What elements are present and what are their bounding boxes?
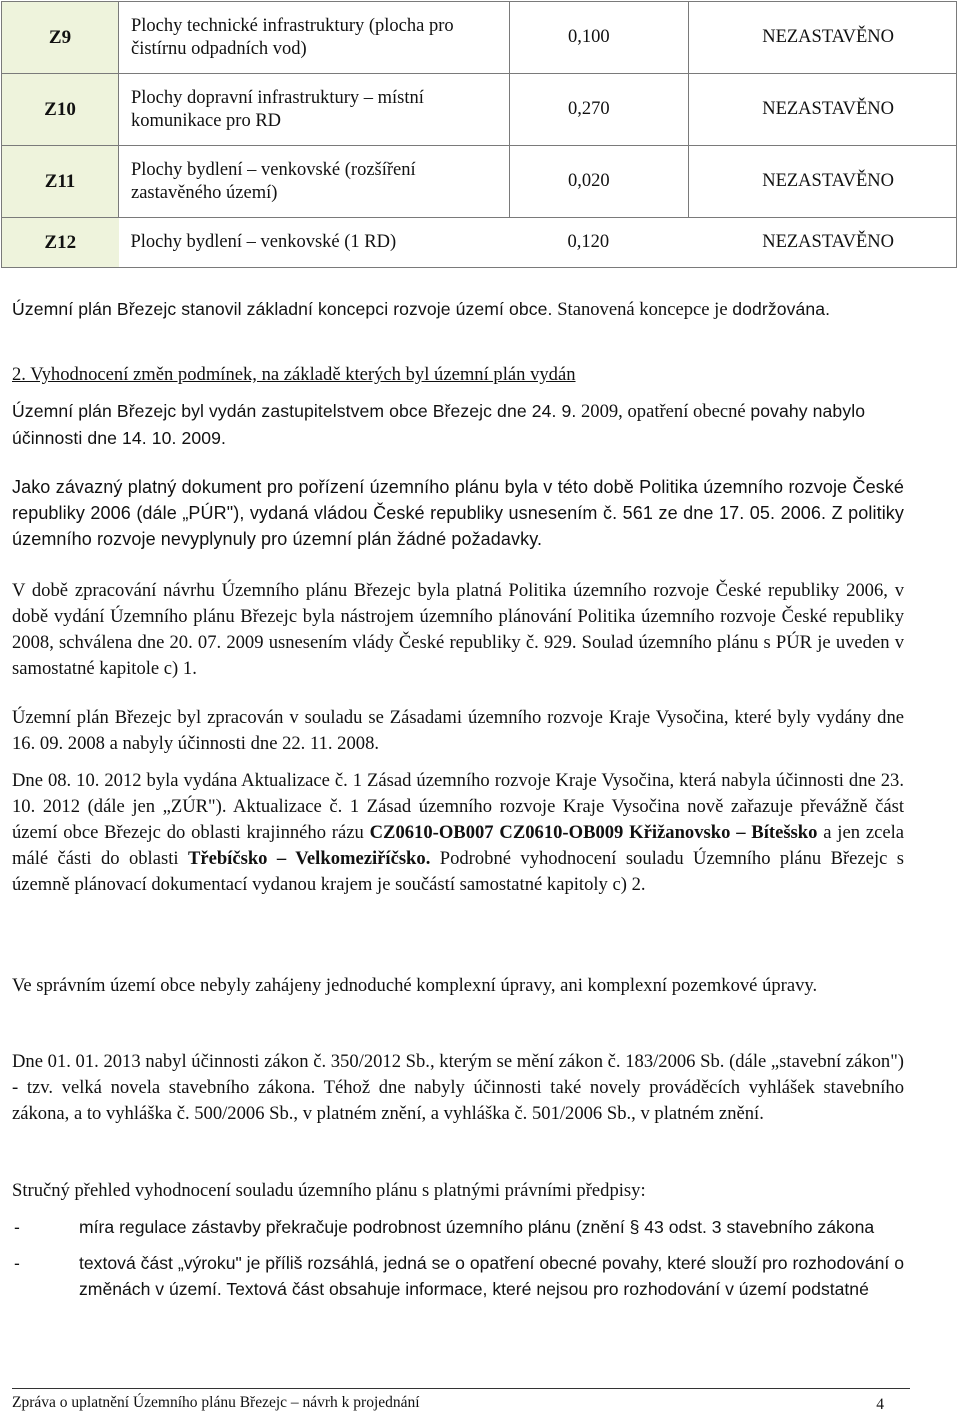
list-item	[12, 1214, 904, 1240]
issued-text-serif: 2009, opatření obecné	[580, 401, 746, 422]
concept-text: Územní plán Březejc stanovil základní koncepci rozvoje území obce.	[12, 299, 553, 319]
zones-table	[1, 1, 957, 268]
zur-text: Dne 08. 10. 2012 byla vydána Aktualizace č. 1 Zásad územního rozvoje Kraje Vysočina, která nabyla účinnosti dne 23. 10. 2012 (dále jen „ZÚR"). Aktualizace č. 1 Zásad územního rozvoje Kraje Vysočina nově zařazuje převážně část území obce Březejc do oblasti krajinného rázu	[12, 770, 904, 843]
zone-description: Plochy dopravní infrastruktury – místní komunikace pro RD	[119, 74, 510, 146]
zone-status: NEZASTAVĚNO	[689, 218, 957, 268]
page-number: 4	[876, 1396, 884, 1413]
zone-code: Z9	[2, 2, 119, 74]
section-heading: 2. Vyhodnocení změn podmínek, na základě kterých byl územní plán vydán	[12, 364, 576, 385]
dash-marker: -	[14, 1217, 20, 1237]
pozemkove-paragraph: Ve správním území obce nebyly zahájeny jednoduché komplexní úpravy, ani komplexní pozemkové úpravy.	[12, 975, 818, 996]
concept-text-serif: Stanovená koncepce je	[557, 299, 728, 320]
summary-list	[12, 1214, 904, 1312]
zur-paragraph-2	[12, 768, 904, 898]
table-row	[2, 2, 957, 74]
zone-description: Plochy technické infrastruktury (plocha pro čistírnu odpadních vod)	[119, 2, 510, 74]
dash-marker: -	[14, 1253, 20, 1273]
zone-area: 0,120	[510, 218, 689, 268]
zakon-paragraph: Dne 01. 01. 2013 nabyl účinnosti zákon č. 350/2012 Sb., kterým se mění zákon č. 183/2006 Sb. (dále „stavební zákon") - tzv. velká novela stavebního zákona. Téhož dne nabyly účinnosti také novely prováděcích vyhlášek stavebního zákona, a to vyhláška č. 500/2006 Sb., v platném znění, a vyhláška č. 501/2006 Sb., v platném znění.	[12, 1051, 904, 1124]
zone-area: 0,020	[510, 146, 689, 218]
zur-area-codes: CZ0610-OB007 CZ0610-OB009 Křižanovsko – Bítešsko	[369, 822, 818, 843]
zone-description: Plochy bydlení – venkovské (1 RD)	[119, 218, 510, 268]
list-item-text: textová část „výroku" je příliš rozsáhlá, jedná se o opatření obecné povahy, které slouží pro rozhodování o změnách v území. Textová část obsahuje informace, které nejsou pro rozhodování v území podstatné	[79, 1253, 904, 1299]
concept-paragraph	[12, 296, 904, 323]
issued-paragraph	[12, 398, 904, 452]
issued-text: Územní plán Březejc byl vydán zastupitelstvem obce Březejc dne 24. 9.	[12, 401, 577, 421]
zur-text-middle: a jen zcela málé části do oblasti	[12, 822, 905, 869]
zone-description: Plochy bydlení – venkovské (rozšíření zastavěného území)	[119, 146, 510, 218]
footer-divider	[12, 1388, 910, 1389]
zone-status: NEZASTAVĚNO	[689, 74, 957, 146]
footer-title: Zpráva o uplatnění Územního plánu Březejc – návrh k projednání	[12, 1394, 420, 1411]
zone-code: Z11	[2, 146, 119, 218]
summary-intro: Stručný přehled vyhodnocení souladu územního plánu s platnými právními předpisy:	[12, 1180, 646, 1201]
pur-paragraph-2: V době zpracování návrhu Územního plánu Březejc byla platná Politika územního rozvoje České republiky 2006, v době vydání Územního plánu Březejc byla nástrojem územního plánování Politika územního rozvoje České republiky 2008, schválena dne 20. 07. 2009 usnesením vlády České republiky č. 929. Soulad územního plánu s PÚR je uveden v samostatné kapitole c) 1.	[12, 580, 904, 679]
list-item-text: míra regulace zástavby překračuje podrobnost územního plánu (znění § 43 odst. 3 stavebního zákona	[79, 1217, 875, 1237]
zone-area: 0,270	[510, 74, 689, 146]
zur-text-after: Podrobné vyhodnocení souladu Územního plánu Březejc s územně plánovací dokumentací vydanou krajem je součástí samostatné kapitoly c) 2.	[12, 848, 904, 895]
zone-code: Z12	[2, 218, 119, 268]
concept-text-tail: dodržována.	[732, 299, 831, 319]
zur-paragraph-1: Územní plán Březejc byl zpracován v souladu se Zásadami územního rozvoje Kraje Vysočina, které byly vydány dne 16. 09. 2008 a nabyly účinnosti dne 22. 11. 2008.	[12, 707, 904, 754]
zone-status: NEZASTAVĚNO	[689, 2, 957, 74]
zur-area-name: Třebíčsko – Velkomeziříčsko.	[187, 848, 431, 869]
zone-area: 0,100	[510, 2, 689, 74]
zone-status: NEZASTAVĚNO	[689, 146, 957, 218]
pur-paragraph-1: Jako závazný platný dokument pro pořízení územního plánu byla v této době Politika územního rozvoje České republiky 2006 (dále „PÚR"), vydaná vládou České republiky usnesením č. 561 ze dne 17. 05. 2006. Z politiky územního rozvoje nevyplynuly pro územní plán žádné požadavky.	[12, 477, 904, 549]
zone-code: Z10	[2, 74, 119, 146]
table-row	[2, 218, 957, 268]
table-row	[2, 74, 957, 146]
list-item	[12, 1250, 904, 1302]
table-row	[2, 146, 957, 218]
issued-text-tail: povahy nabylo účinnosti dne 14. 10. 2009.	[12, 401, 866, 448]
